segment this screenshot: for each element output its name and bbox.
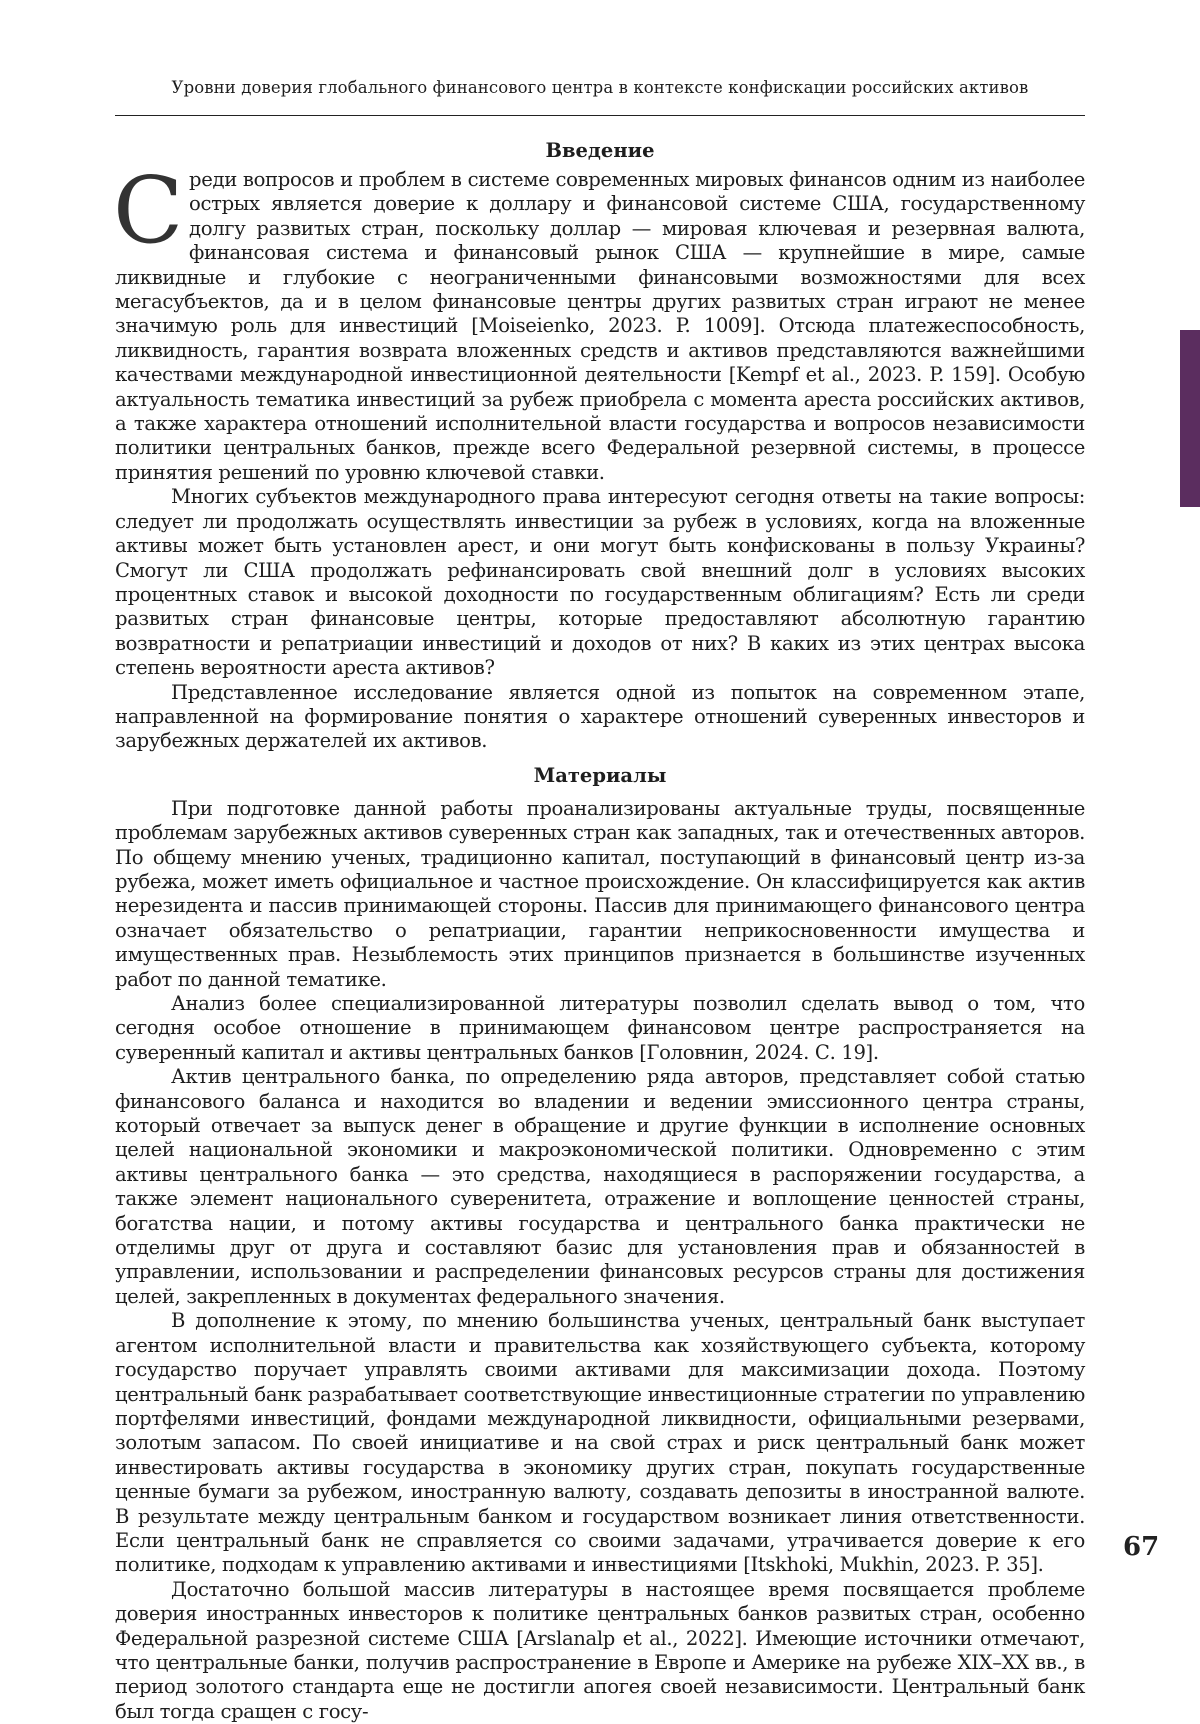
page-number: 67 bbox=[1123, 1532, 1159, 1562]
body-paragraph: Актив центрального банка, по определению ряда авторов, представляет собой статью финансового баланса и находится во владении и ведении эмиссионного центра страны, который отвечает за выпуск денег в обращение и другие функции в исполнение основных целей национальной экономики и макроэкономической политики. Одновременно с этим активы центрального банка — это средства, находящиеся в распоряжении государства, а также элемент национального суверенитета, отражение и воплощение ценностей страны, богатства нации, и потому активы государства и центрального банка практически не отделимы друг от друга и составляют базис для установления прав и обязанностей в управлении, использовании и распределении финансовых ресурсов страны для достижения целей, закрепленных в документах федерального значения. bbox=[115, 1065, 1085, 1309]
body-paragraph: Многих субъектов международного права интересуют сегодня ответы на такие вопросы: следует ли продолжать осуществлять инвестиции за рубеж в условиях, когда на вложенные активы может быть установлен арест, и они могут быть конфискованы в пользу Украины? Смогут ли США продолжать рефинансировать свой внешний долг в условиях высоких процентных ставок и высокой доходности по государственным облигациям? Есть ли среди развитых стран финансовые центры, которые предоставляют абсолютную гарантию возвратности и репатриации инвестиций и доходов от них? В каких из этих центрах высока степень вероятности ареста активов? bbox=[115, 485, 1085, 680]
article-body bbox=[115, 138, 1085, 1724]
body-paragraph: Достаточно большой массив литературы в настоящее время посвящается проблеме доверия иностранных инвесторов к политике центральных банков развитых стран, особенно Федеральной разрезной системе США [Arslanalp et al., 2022]. Имеющие источники отмечают, что центральные банки, получив распространение в Европе и Америке на рубеже XIX–XX вв., в период золотого стандарта еще не достигли апогея своей независимости. Центральный банк был тогда сращен с госу- bbox=[115, 1578, 1085, 1724]
intro-paragraph bbox=[115, 168, 1085, 485]
body-paragraph: При подготовке данной работы проанализированы актуальные труды, посвященные проблемам зарубежных активов суверенных стран как западных, так и отечественных авторов. По общему мнению ученых, традиционно капитал, поступающий в финансовый центр из-за рубежа, может иметь официальное и частное происхождение. Он классифицируется как актив нерезидента и пассив принимающей стороны. Пассив для принимающего финансового центра означает обязательство о репатриации, гарантии неприкосновенности имущества и имущественных прав. Незыблемость этих принципов признается в большинстве изученных работ по данной тематике. bbox=[115, 797, 1085, 992]
section-title-materials: Материалы bbox=[115, 763, 1085, 789]
header-rule bbox=[115, 115, 1085, 116]
intro-paragraph-text: реди вопросов и проблем в системе современных мировых финансов одним из наиболее острых является доверие к доллару и финансовой системе США, государственному долгу развитых стран, поскольку доллар — мировая ключевая и резервная валюта, финансовая система и финансовый рынок США — крупнейшие в мире, самые ликвидные и глубокие с неограниченными финансовыми возможностями для всех мегасубъектов, да и в целом финансовые центры других развитых стран играют не менее значимую роль для инвестиций [Moiseienko, 2023. P. 1009]. Отсюда платежеспособность, ликвидность, гарантия возврата вложенных средств и активов представляются важнейшими качествами международной инвестиционной деятельности [Kempf et al., 2023. P. 159]. Особую актуальность тематика инвестиций за рубеж приобрела с момента ареста российских активов, а также характера отношений исполнительной власти государства и вопросов независимости политики центральных банков, прежде всего Федеральной резервной системы, в процессе принятия решений по уровню ключевой ставки. bbox=[115, 168, 1085, 484]
body-paragraph: Представленное исследование является одной из попыток на современном этапе, направленной на формирование понятия о характере отношений суверенных инвесторов и зарубежных держателей их активов. bbox=[115, 681, 1085, 754]
running-header: Уровни доверия глобального финансового центра в контексте конфискации российских активов bbox=[115, 78, 1085, 97]
body-paragraph: Анализ более специализированной литературы позволил сделать вывод о том, что сегодня особое отношение в принимающем финансовом центре распространяется на суверенный капитал и активы центральных банков [Головнин, 2024. С. 19]. bbox=[115, 992, 1085, 1065]
section-side-tab bbox=[1180, 330, 1200, 507]
body-paragraph: В дополнение к этому, по мнению большинства ученых, центральный банк выступает агентом исполнительной власти и правительства как хозяйствующего субъекта, которому государство поручает управлять своими активами для максимизации дохода. Поэтому центральный банк разрабатывает соответствующие инвестиционные стратегии по управлению портфелями инвестиций, фондами международной ликвидности, официальными резервами, золотым запасом. По своей инициативе и на свой страх и риск центральный банк может инвестировать активы государства в экономику других стран, покупать государственные ценные бумаги за рубежом, иностранную валюту, создавать депозиты в иностранной валюте. В результате между центральным банком и государством возникает линия ответственности. Если центральный банк не справляется со своими задачами, утрачивается доверие к его политике, подходам к управлению активами и инвестициями [Itskhoki, Mukhin, 2023. P. 35]. bbox=[115, 1309, 1085, 1577]
section-title-introduction: Введение bbox=[115, 138, 1085, 164]
drop-cap: С bbox=[113, 178, 183, 244]
